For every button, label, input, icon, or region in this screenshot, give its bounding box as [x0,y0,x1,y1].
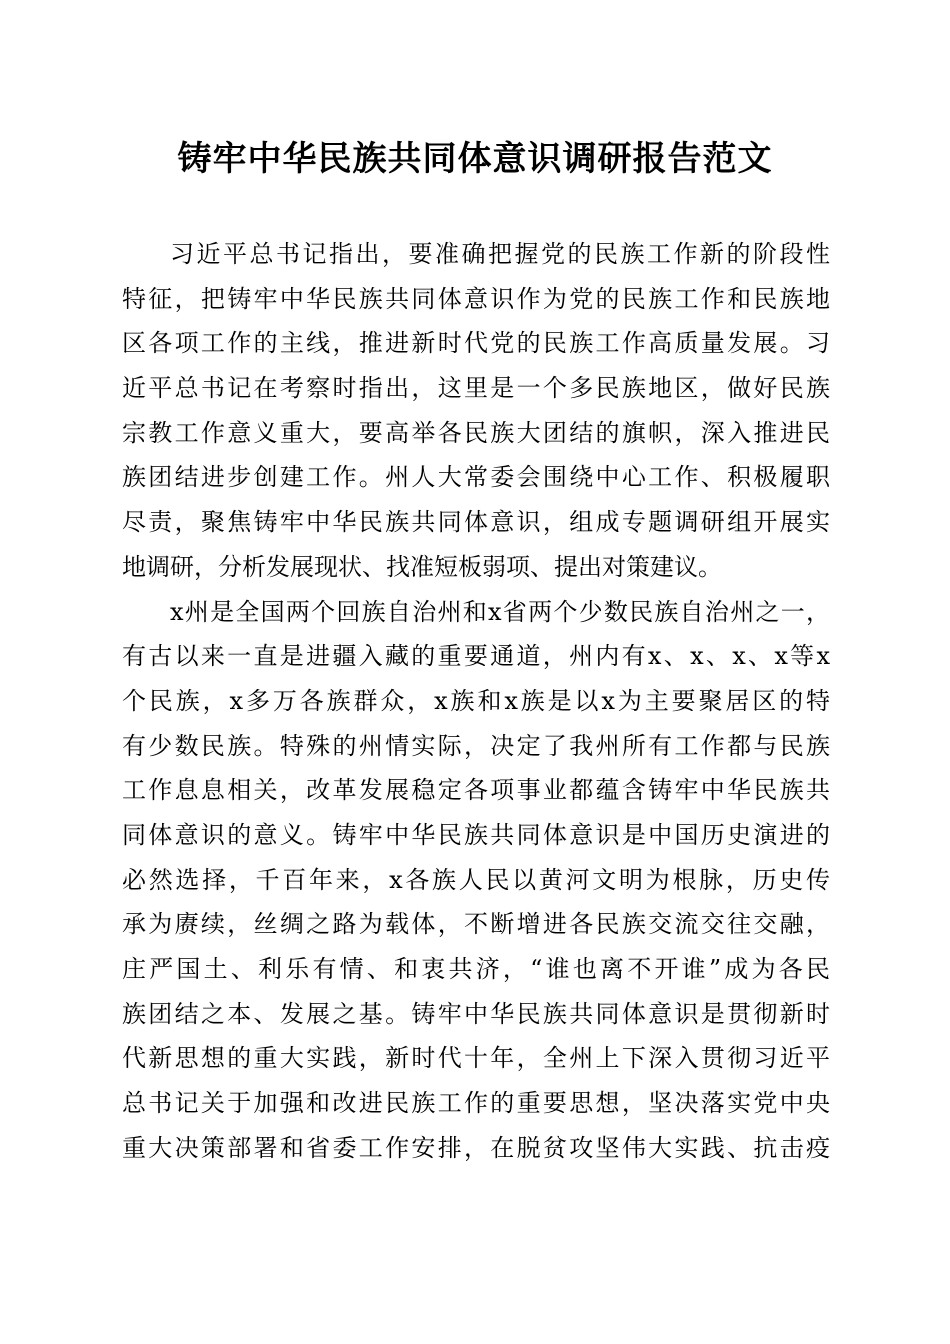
text-line: 承为赓续，丝绸之路为载体，不断增进各民族交流交往交融， [122,910,830,939]
text-line: 尽责，聚焦铸牢中华民族共同体意识，组成专题调研组开展实 [122,508,830,537]
text-line: 工作息息相关，改革发展稳定各项事业都蕴含铸牢中华民族共 [122,776,830,805]
paragraph [122,590,830,1171]
text-line: 必然选择，千百年来，x各族人民以黄河文明为根脉，历史传 [122,865,830,894]
text-line: 个民族，x多万各族群众，x族和x族是以x为主要聚居区的特 [122,686,830,715]
text-line: 有古以来一直是进疆入藏的重要通道，州内有x、x、x、x等x [122,642,830,671]
text-line: 代新思想的重大实践，新时代十年，全州上下深入贯彻习近平 [122,1044,830,1073]
text-line: 近平总书记在考察时指出，这里是一个多民族地区，做好民族 [122,374,830,403]
text-line: 地调研，分析发展现状、找准短板弱项、提出对策建议。 [122,552,722,581]
text-line: 宗教工作意义重大，要高举各民族大团结的旗帜，深入推进民 [122,418,830,447]
text-line: 有少数民族。特殊的州情实际，决定了我州所有工作都与民族 [122,731,830,760]
text-line: 庄严国土、利乐有情、和衷共济，“谁也离不开谁”成为各民 [122,955,830,983]
text-line: 总书记关于加强和改进民族工作的重要思想，坚决落实党中央 [122,1089,830,1118]
text-line: 区各项工作的主线，推进新时代党的民族工作高质量发展。习 [122,329,830,358]
paragraph [122,232,830,590]
text-line: 同体意识的意义。铸牢中华民族共同体意识是中国历史演进的 [122,820,830,849]
text-line: x州是全国两个回族自治州和x省两个少数民族自治州之一， [170,597,830,626]
document-body [122,232,830,1170]
text-line: 族团结之本、发展之基。铸牢中华民族共同体意识是贯彻新时 [122,999,830,1028]
text-line: 特征，把铸牢中华民族共同体意识作为党的民族工作和民族地 [122,284,830,313]
text-line: 习近平总书记指出，要准确把握党的民族工作新的阶段性 [170,240,830,268]
document-title: 铸牢中华民族共同体意识调研报告范文 [177,139,773,179]
text-line: 重大决策部署和省委工作安排，在脱贫攻坚伟大实践、抗击疫 [122,1133,830,1162]
text-line: 族团结进步创建工作。州人大常委会围绕中心工作、积极履职 [122,463,830,492]
